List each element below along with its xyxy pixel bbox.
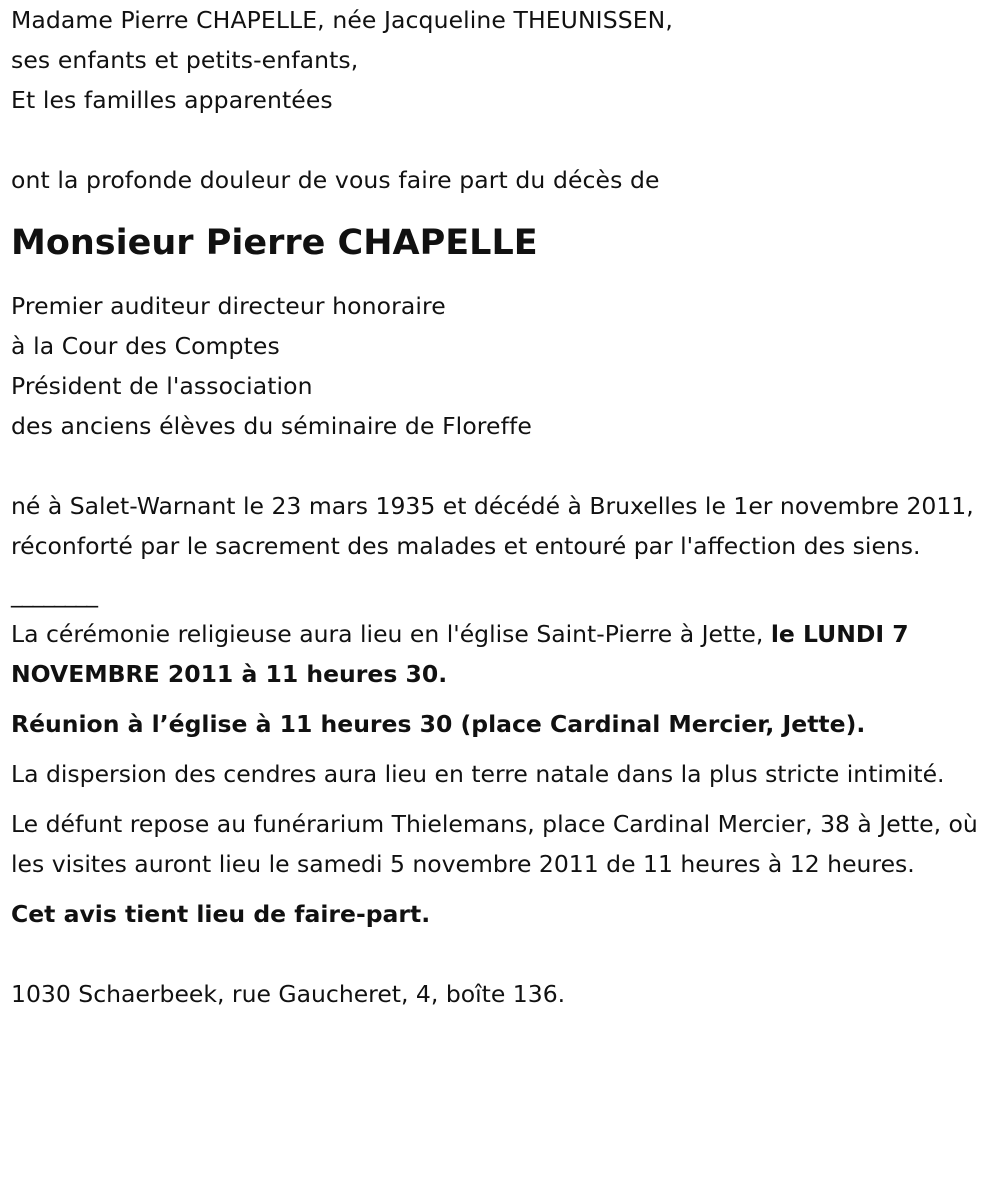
title-line: des anciens élèves du séminaire de Floreffe (11, 412, 532, 440)
title-line: à la Cour des Comptes (11, 332, 280, 360)
intro-line-children: ses enfants et petits-enfants, (11, 46, 359, 74)
title-line: Président de l'association (11, 372, 313, 400)
deceased-titles (11, 286, 991, 446)
death-notice (11, 0, 991, 1014)
dispersion-paragraph: La dispersion des cendres aura lieu en terre natale dans la plus stricte intimité. (11, 760, 945, 788)
deceased-name: Monsieur Pierre CHAPELLE (11, 223, 538, 263)
title-line: Premier auditeur directeur honoraire (11, 292, 446, 320)
separator-line: ________ (11, 580, 97, 608)
family-address: 1030 Schaerbeek, rue Gaucheret, 4, boîte 136. (11, 980, 566, 1008)
ceremony-text: La cérémonie religieuse aura lieu en l'église Saint-Pierre à Jette, (11, 620, 771, 648)
funeral-home-paragraph: Le défunt repose au funérarium Thielemans, place Cardinal Mercier, 38 à Jette, où les visites auront lieu le samedi 5 novembre 2011 de 11 heures à 12 heures. (11, 810, 978, 878)
meeting-paragraph: Réunion à l’église à 11 heures 30 (place Cardinal Mercier, Jette). (11, 710, 866, 738)
family-intro (11, 0, 991, 120)
birth-death-paragraph: né à Salet-Warnant le 23 mars 1935 et décédé à Bruxelles le 1er novembre 2011, réconforté par le sacrement des malades et entouré par l'affection des siens. (11, 492, 974, 560)
ceremony-paragraph (11, 614, 991, 694)
ceremony-date: le LUNDI 7 NOVEMBRE 2011 à 11 heures 30. (11, 620, 909, 688)
intro-line-spouse: Madame Pierre CHAPELLE, née Jacqueline THEUNISSEN, (11, 6, 673, 34)
intro-line-families: Et les familles apparentées (11, 86, 333, 114)
announcement-text: ont la profonde douleur de vous faire part du décès de (11, 166, 660, 194)
notice-statement: Cet avis tient lieu de faire-part. (11, 900, 431, 928)
